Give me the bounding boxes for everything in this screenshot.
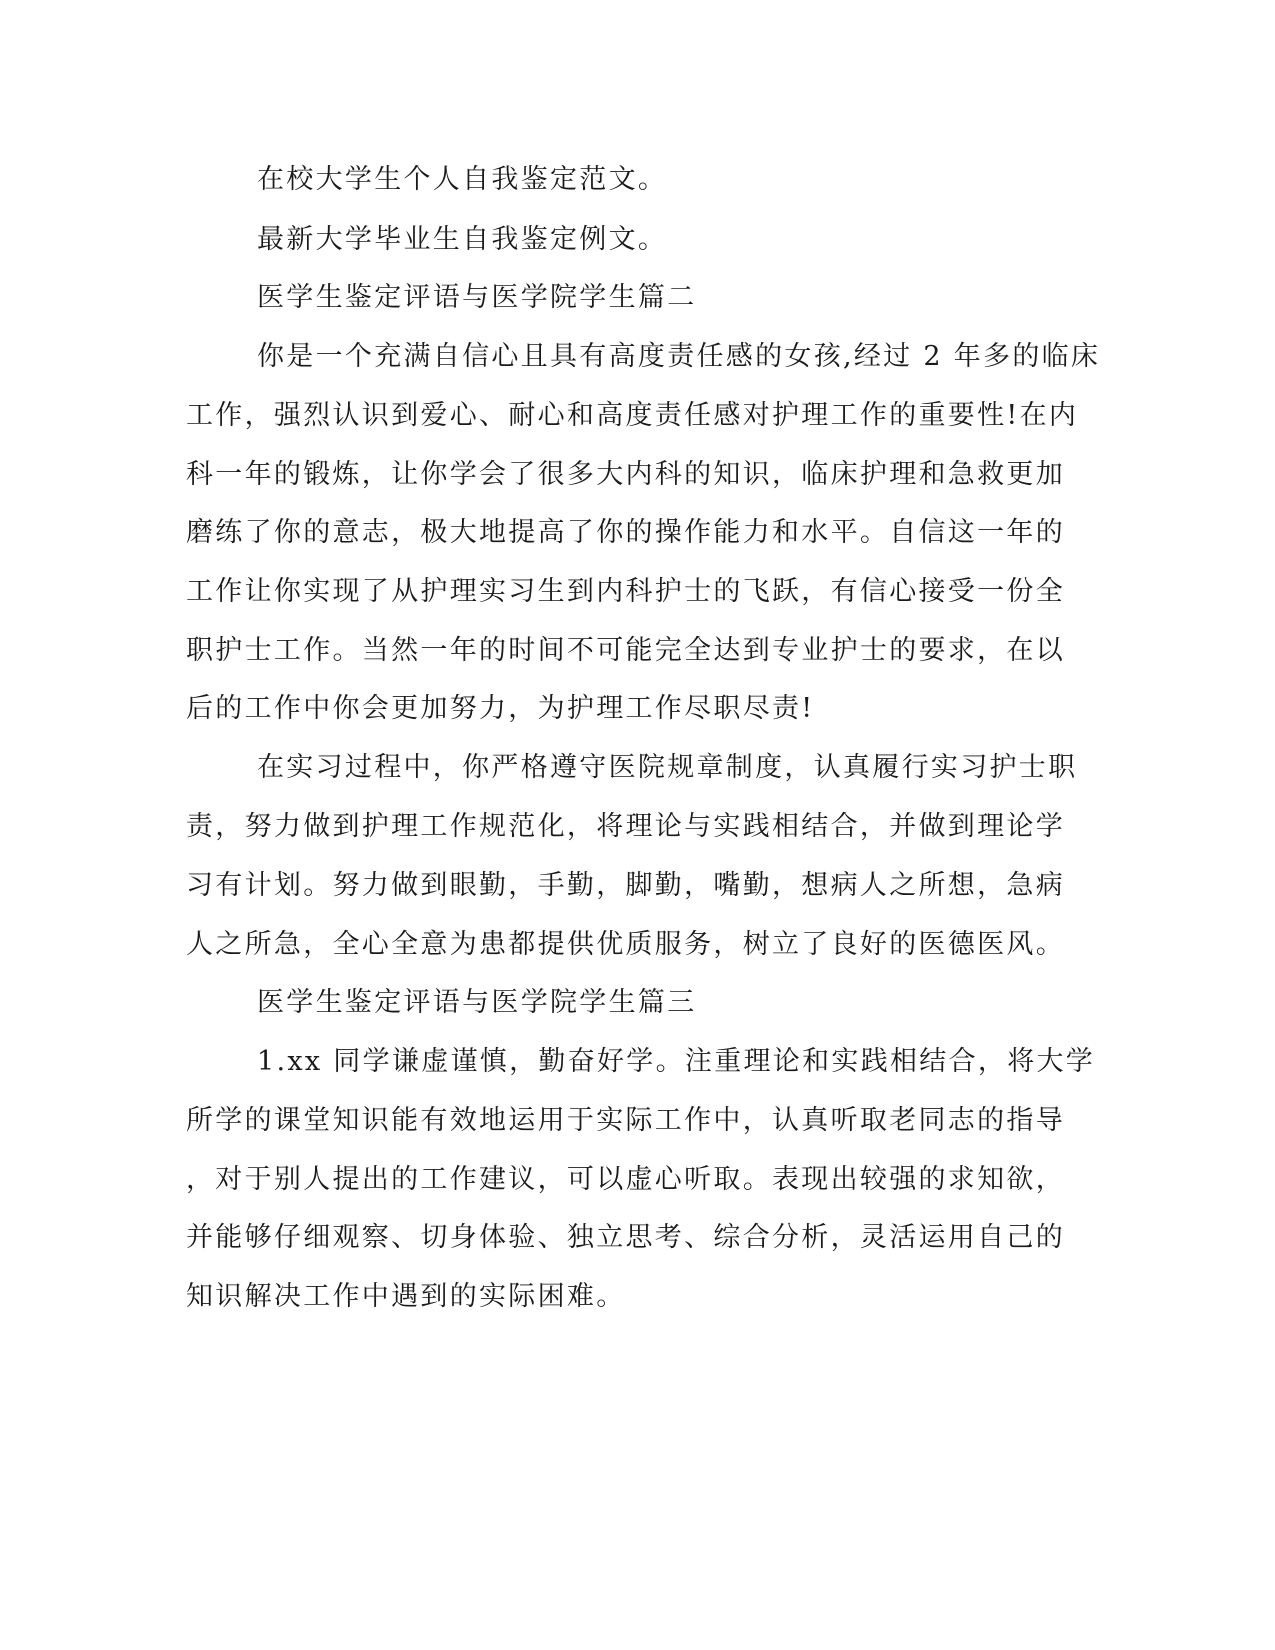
text-line: 知识解决工作中遇到的实际困难。 [186, 1281, 626, 1312]
text-line: 责，努力做到护理工作规范化，将理论与实践相结合，并做到理论学 [186, 811, 1065, 842]
text-line: 工作让你实现了从护理实习生到内科护士的飞跃，有信心接受一份全 [186, 576, 1065, 607]
text-line: 你是一个充满自信心且具有高度责任感的女孩,经过 2 年多的临床 [257, 341, 1101, 372]
text-line: 所学的课堂知识能有效地运用于实际工作中，认真听取老同志的指导 [186, 1105, 1065, 1136]
text-line: 科一年的锻炼，让你学会了很多大内科的知识，临床护理和急救更加 [186, 459, 1065, 490]
text-line: 职护士工作。当然一年的时间不可能完全达到专业护士的要求，在以 [186, 635, 1065, 666]
text-line: 人之所急，全心全意为患都提供优质服务，树立了良好的医德医风。 [186, 929, 1065, 960]
text-line: ，对于别人提出的工作建议，可以虚心听取。表现出较强的求知欲， [186, 1164, 1065, 1195]
text-line: 习有计划。努力做到眼勤，手勤，脚勤，嘴勤，想病人之所想，急病 [186, 870, 1065, 901]
text-line: 在校大学生个人自我鉴定范文。 [257, 164, 668, 195]
text-line: 最新大学毕业生自我鉴定例文。 [257, 224, 668, 255]
text-line: 后的工作中你会更加努力，为护理工作尽职尽责! [186, 693, 815, 724]
text-line: 1.xx 同学谦虚谨慎，勤奋好学。注重理论和实践相结合，将大学 [257, 1046, 1096, 1077]
section-heading: 医学生鉴定评语与医学院学生篇三 [257, 987, 697, 1018]
text-line: 工作，强烈认识到爱心、耐心和高度责任感对护理工作的重要性!在内 [186, 400, 1079, 431]
text-line: 并能够仔细观察、切身体验、独立思考、综合分析，灵活运用自己的 [186, 1222, 1065, 1253]
text-line: 磨练了你的意志，极大地提高了你的操作能力和水平。自信这一年的 [186, 517, 1065, 548]
section-heading: 医学生鉴定评语与医学院学生篇二 [257, 282, 697, 313]
text-line: 在实习过程中，你严格遵守医院规章制度，认真履行实习护士职 [257, 752, 1078, 783]
